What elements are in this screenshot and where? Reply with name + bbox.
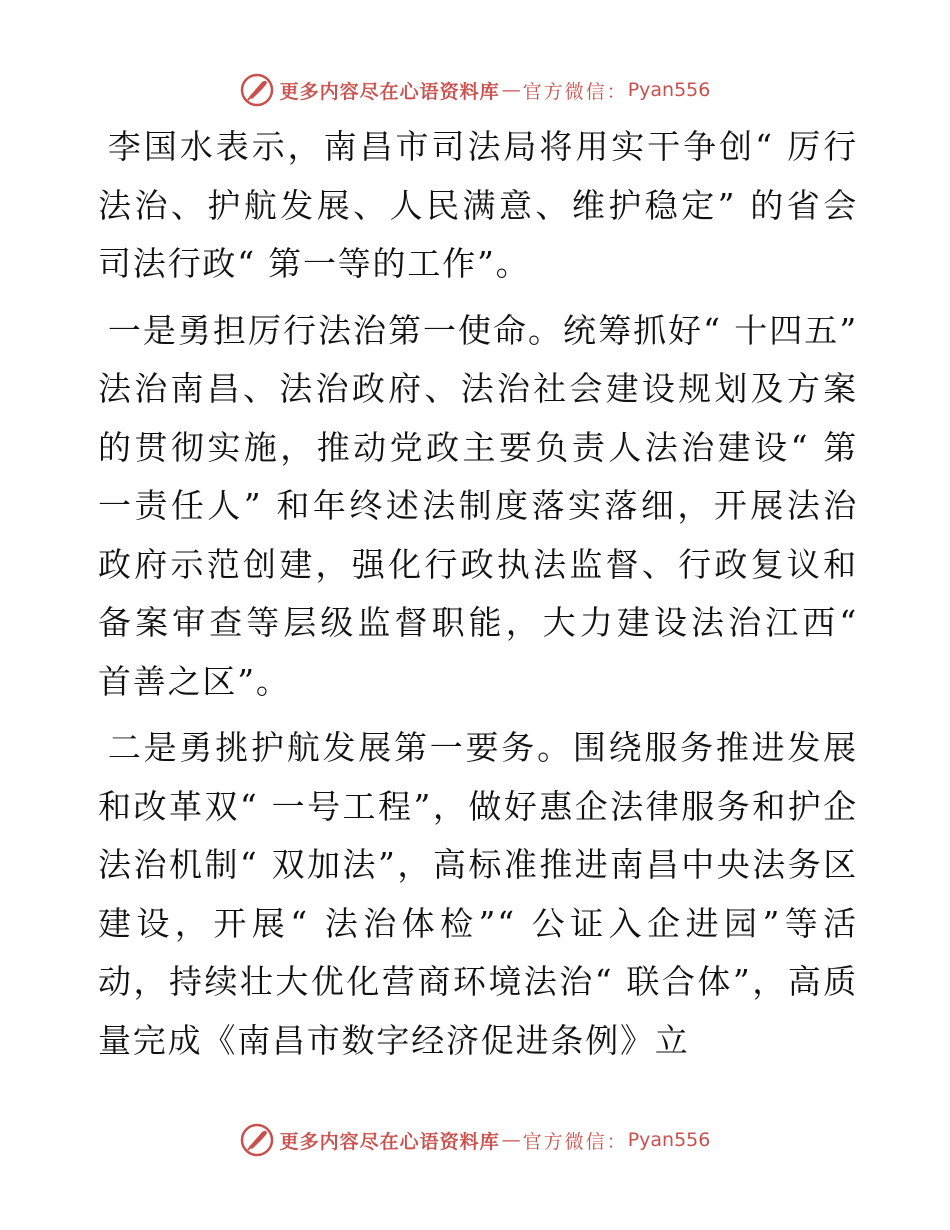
paragraph-1: 李国水表示，南昌市司法局将用实干争创“ 厉行法治、护航发展、人民满意、维护稳定” 的省会司法行政“ 第一等的工作”。 <box>98 127 858 283</box>
watermark-wechat-label: 官方微信： <box>522 80 628 103</box>
paragraph-3: 二是勇挑护航发展第一要务。围绕服务推进发展和改革双“ 一号工程”，做好惠企法律服务和护企法治机制“ 双加法”，高标准推进南昌中央法务区建设，开展“ 法治体检”“ 公证入企进园”等活动，持续壮大优化营商环境法治“ 联合体”，高质量完成《南昌市数字经济促进条例》立 <box>98 728 858 1060</box>
watermark-dash: — <box>501 1129 521 1151</box>
watermark-wechat-id: Pyan556 <box>627 79 711 101</box>
watermark-dash: — <box>501 79 521 101</box>
watermark-site-text: 更多内容尽在心语资料库 <box>279 80 500 103</box>
header-watermark <box>0 70 950 110</box>
watermark-wechat-label: 官方微信： <box>522 1130 628 1153</box>
quill-pen-logo-icon <box>240 73 274 107</box>
watermark-wechat-id: Pyan556 <box>627 1129 711 1151</box>
paragraph-2: 一是勇担厉行法治第一使命。统筹抓好“ 十四五” 法治南昌、法治政府、法治社会建设规划及方案的贯彻实施，推动党政主要负责人法治建设“ 第一责任人” 和年终述法制度落实落细，开展法治政府示范创建，强化行政执法监督、行政复议和备案审查等层级监督职能，大力建设法治江西“ 首善之区”。 <box>98 310 858 701</box>
quill-pen-logo-icon <box>240 1123 274 1157</box>
document-body <box>98 118 858 1078</box>
footer-watermark <box>0 1120 950 1160</box>
watermark-site-text: 更多内容尽在心语资料库 <box>279 1130 500 1153</box>
